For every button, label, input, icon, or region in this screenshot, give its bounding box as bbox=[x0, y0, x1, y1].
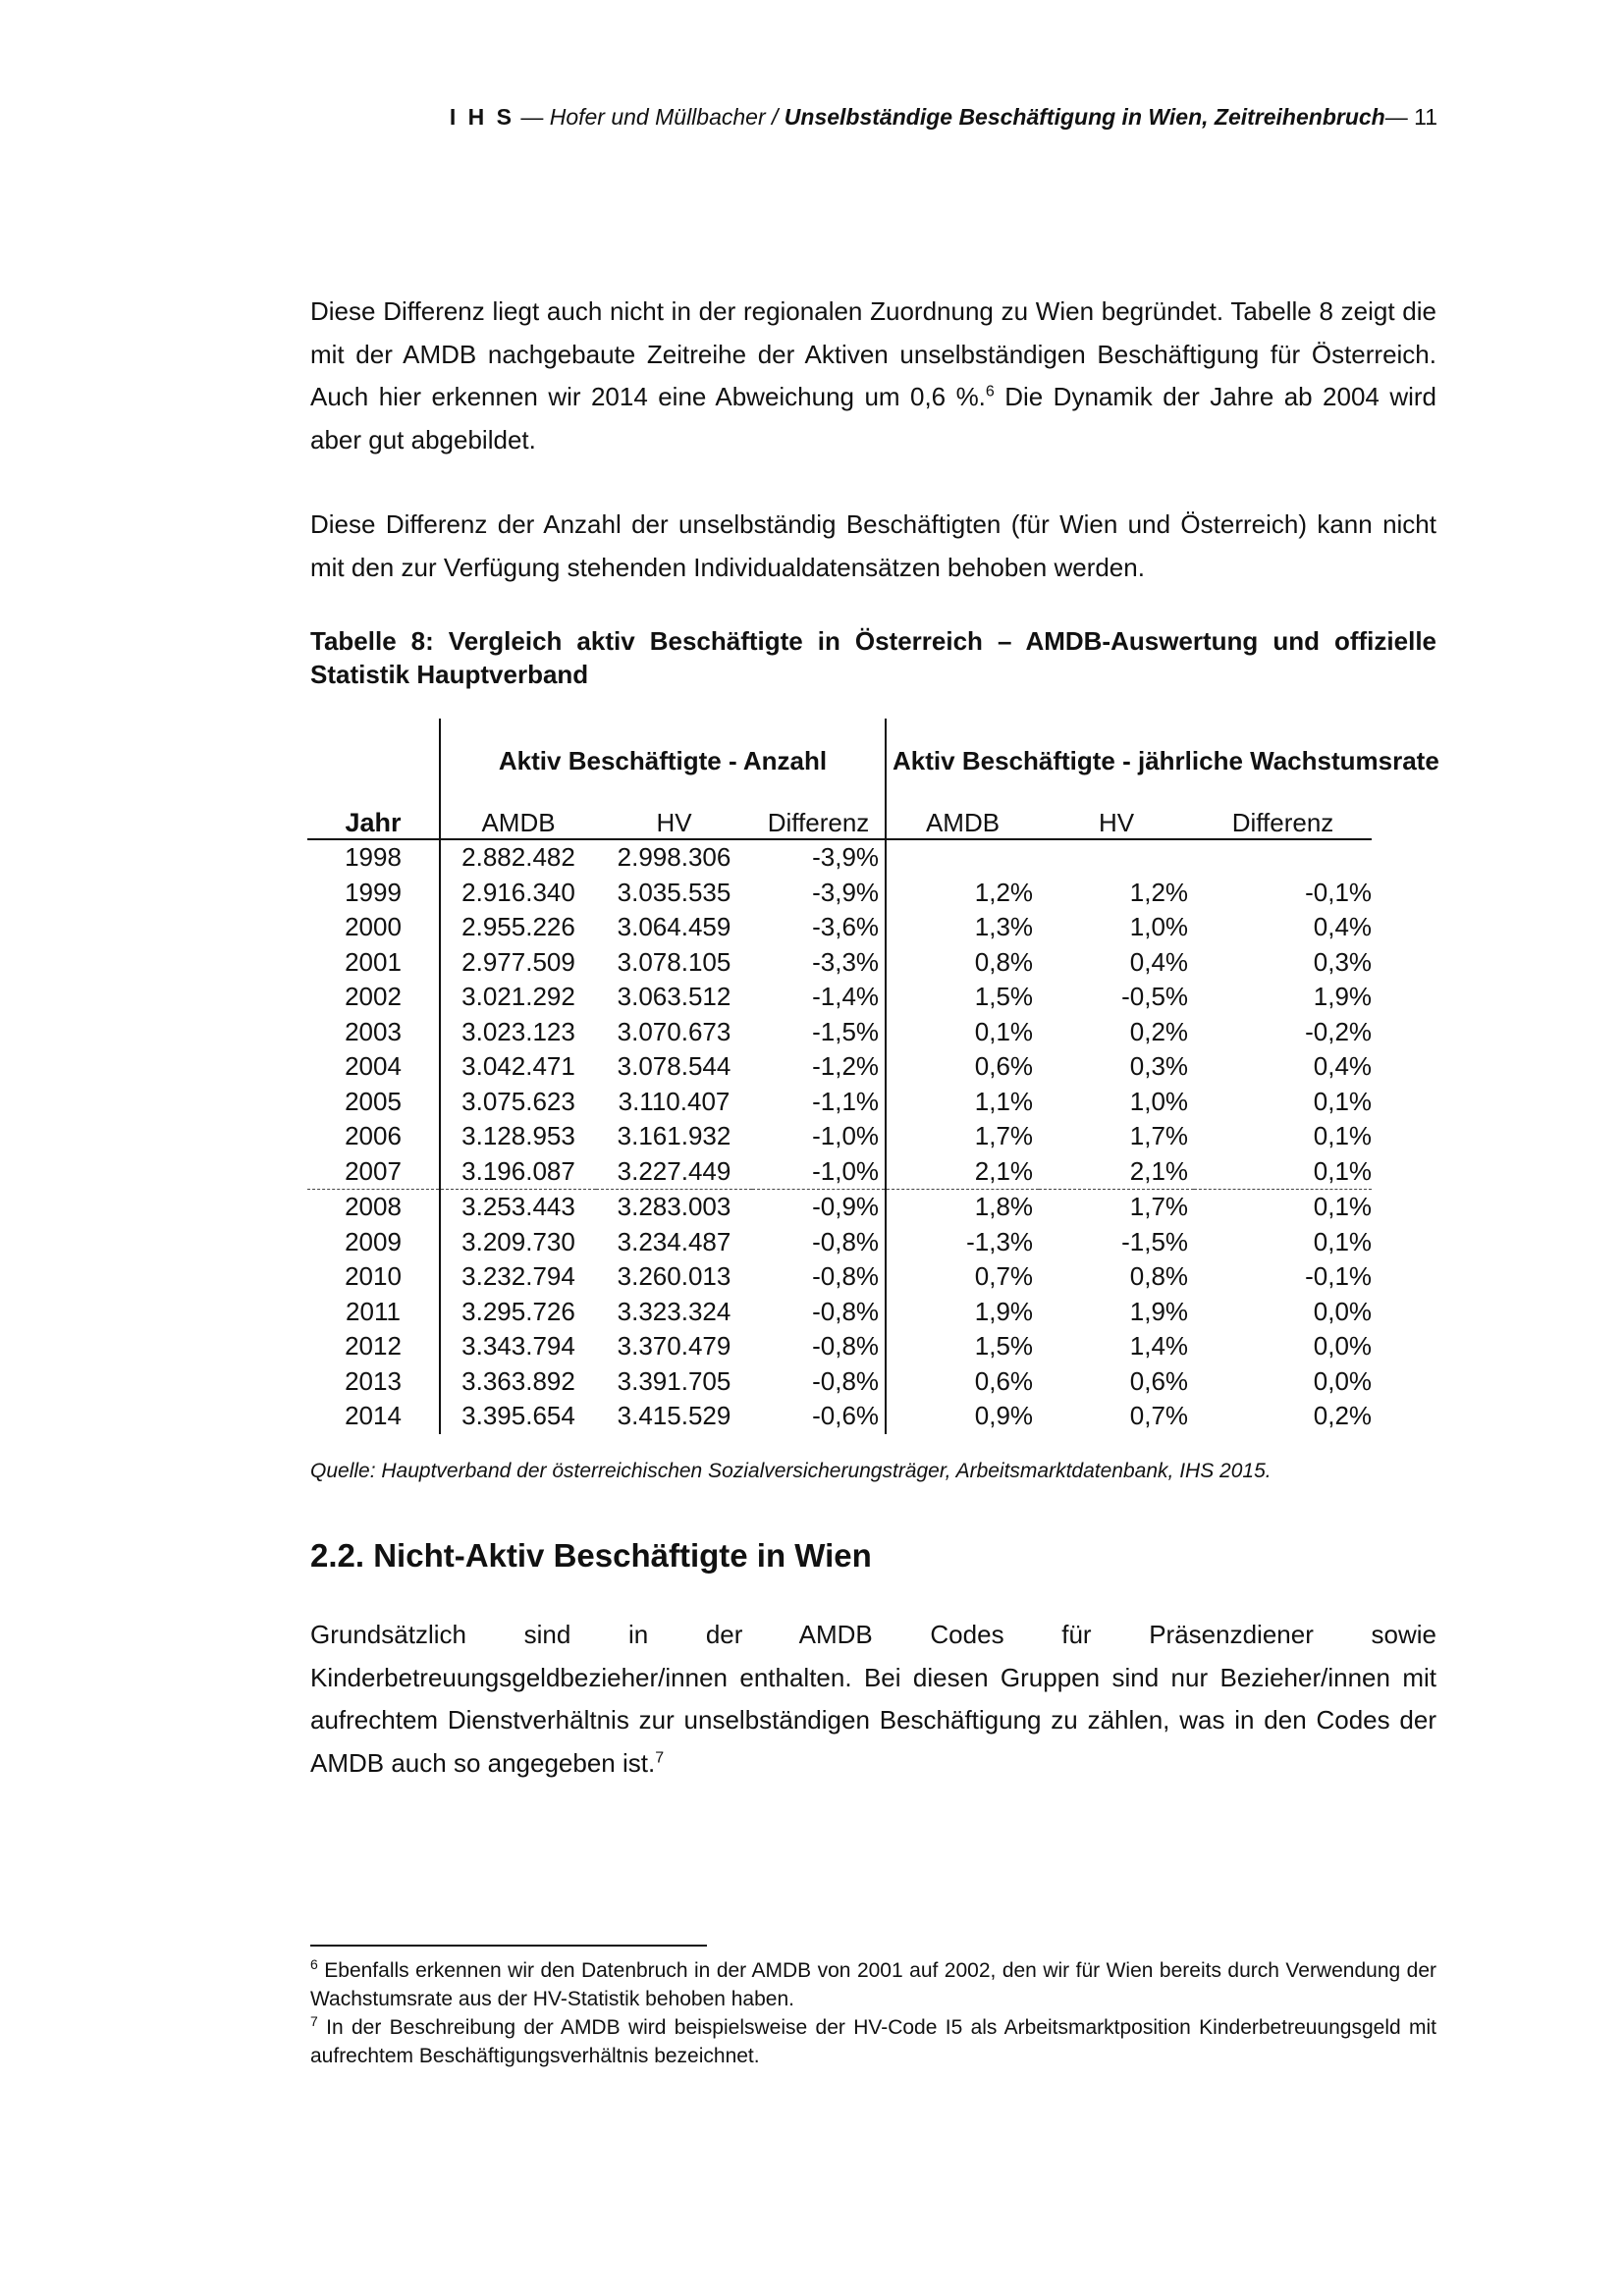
running-header bbox=[0, 104, 1437, 131]
header-org: I H S bbox=[449, 104, 514, 130]
cell-jahr: 2011 bbox=[346, 1296, 401, 1326]
cell-jahr: 2014 bbox=[345, 1401, 402, 1431]
table-body bbox=[307, 839, 1372, 1434]
cell-diff-growth: 0,1% bbox=[1313, 1226, 1373, 1256]
cell-hv-count: 3.110.407 bbox=[618, 1086, 731, 1116]
cell-diff-count: -0,8% bbox=[812, 1261, 880, 1292]
cell-amdb-count: 3.343.794 bbox=[440, 1329, 596, 1364]
cell-hv-count: 3.260.013 bbox=[617, 1261, 731, 1292]
page-number: 11 bbox=[1414, 104, 1437, 130]
cell-amdb-count: 3.395.654 bbox=[440, 1399, 596, 1434]
paragraph-1-text: Diese Differenz liegt auch nicht in der regionalen Zuordnung zu Wien begründet. Tabelle 8 zeigt die mit der AMDB nachgebaute Zeitreihe der Aktiven unselbständigen Beschäftigung für Österreich. Auch hier erkennen wir 2014 eine Abweichung um 0,6 %. bbox=[310, 296, 1436, 411]
cell-hv-growth: 0,3% bbox=[1129, 1051, 1189, 1082]
cell-jahr: 2005 bbox=[345, 1086, 402, 1116]
cell-amdb-count: 2.882.482 bbox=[440, 839, 596, 876]
column-header-amdb-growth: AMDB bbox=[886, 803, 1039, 839]
table-row bbox=[307, 1190, 1372, 1225]
cell-hv-count: 3.070.673 bbox=[617, 1016, 731, 1046]
header-authors: Hofer und Müllbacher / bbox=[549, 104, 785, 130]
cell-jahr: 2013 bbox=[345, 1365, 402, 1396]
cell-hv-growth: 1,0% bbox=[1129, 1086, 1189, 1116]
cell-hv-count: 3.323.324 bbox=[617, 1296, 731, 1326]
cell-amdb-growth: 0,8% bbox=[886, 945, 1039, 981]
cell-hv-count: 3.078.544 bbox=[617, 1051, 731, 1082]
cell-amdb-growth: 1,9% bbox=[886, 1295, 1039, 1330]
column-header-hv-count: HV bbox=[596, 803, 752, 839]
cell-jahr: 2007 bbox=[307, 1154, 440, 1190]
cell-hv-growth: 1,0% bbox=[1129, 912, 1189, 942]
cell-hv-count: 3.035.535 bbox=[617, 877, 731, 907]
cell-hv-growth: 0,7% bbox=[1129, 1401, 1189, 1431]
cell-diff-count: -0,8% bbox=[812, 1226, 880, 1256]
paragraph-2: Diese Differenz der Anzahl der unselbständig Beschäftigten (für Wien und Österreich) kann nicht mit den zur Verfügung stehenden Individualdatensätzen behoben werden. bbox=[310, 509, 1436, 582]
cell-amdb-growth: 2,1% bbox=[886, 1154, 1039, 1190]
footnote-7 bbox=[310, 2013, 1436, 2070]
cell-diff-growth bbox=[1194, 839, 1372, 876]
cell-hv-growth: 1,7% bbox=[1129, 1192, 1189, 1222]
cell-amdb-growth: -1,3% bbox=[886, 1225, 1039, 1260]
footnote-separator bbox=[310, 1945, 707, 1947]
cell-amdb-count: 2.916.340 bbox=[440, 876, 596, 911]
cell-amdb-growth: 0,6% bbox=[886, 1364, 1039, 1400]
cell-diff-count: -0,8% bbox=[812, 1365, 880, 1396]
cell-hv-count: 3.283.003 bbox=[617, 1192, 731, 1222]
cell-hv-growth: 0,8% bbox=[1129, 1261, 1189, 1292]
column-header-hv-growth: HV bbox=[1039, 803, 1194, 839]
table-row bbox=[307, 1119, 1372, 1154]
cell-hv-count: 3.161.932 bbox=[617, 1121, 731, 1151]
table-row bbox=[307, 1154, 1372, 1190]
cell-diff-count: -0,6% bbox=[812, 1401, 880, 1431]
cell-jahr: 2002 bbox=[345, 982, 402, 1012]
cell-hv-growth: 0,4% bbox=[1129, 946, 1189, 977]
header-page-separator: — bbox=[1384, 104, 1415, 130]
cell-amdb-count: 3.196.087 bbox=[440, 1154, 596, 1190]
header-dash: — bbox=[514, 104, 550, 130]
cell-hv-growth: 0,2% bbox=[1129, 1016, 1189, 1046]
cell-hv-count: 3.063.512 bbox=[617, 982, 731, 1012]
column-header-diff-count: Differenz bbox=[752, 803, 886, 839]
footnote-7-text: In der Beschreibung der AMDB wird beispielsweise der HV-Code I5 als Arbeitsmarktposition Kinderbetreuungsgeld mit aufrechtem Beschäftigungsverhältnis bezeichnet. bbox=[310, 2016, 1436, 2067]
footnote-ref-7[interactable]: 7 bbox=[655, 1748, 665, 1766]
footnote-6 bbox=[310, 1956, 1436, 2013]
table-row bbox=[307, 945, 1372, 981]
cell-diff-growth: -0,2% bbox=[1305, 1016, 1373, 1046]
cell-diff-growth: 0,0% bbox=[1313, 1296, 1373, 1326]
cell-diff-growth: 0,4% bbox=[1313, 1051, 1373, 1082]
table-row bbox=[307, 1049, 1372, 1085]
cell-amdb-growth: 1,8% bbox=[886, 1190, 1039, 1225]
cell-amdb-count: 3.295.726 bbox=[440, 1295, 596, 1330]
paragraph-1-text-end: Die Dynamik der Jahre ab 2004 wird aber gut abgebildet. bbox=[310, 382, 1436, 454]
cell-diff-growth: 0,1% bbox=[1194, 1154, 1372, 1190]
footnote-7-number: 7 bbox=[310, 2013, 318, 2029]
column-header-row bbox=[307, 803, 1372, 839]
cell-hv-growth: -1,5% bbox=[1121, 1226, 1189, 1256]
cell-jahr: 2001 bbox=[345, 946, 402, 977]
cell-amdb-growth: 0,9% bbox=[886, 1399, 1039, 1434]
cell-diff-growth: 0,3% bbox=[1313, 946, 1373, 977]
cell-hv-growth bbox=[1039, 839, 1194, 876]
cell-diff-growth: 0,0% bbox=[1313, 1365, 1373, 1396]
cell-jahr: 2003 bbox=[345, 1016, 402, 1046]
cell-hv-growth: 1,2% bbox=[1129, 877, 1189, 907]
cell-jahr: 2010 bbox=[345, 1261, 402, 1292]
cell-amdb-growth bbox=[886, 839, 1039, 876]
cell-hv-growth: 0,6% bbox=[1129, 1365, 1189, 1396]
cell-jahr: 2012 bbox=[345, 1331, 402, 1362]
table-row bbox=[307, 1259, 1372, 1295]
cell-diff-growth: 0,1% bbox=[1313, 1192, 1373, 1222]
cell-hv-count: 3.078.105 bbox=[617, 946, 731, 977]
cell-hv-growth: 1,4% bbox=[1129, 1331, 1189, 1362]
cell-hv-count: 3.370.479 bbox=[617, 1331, 731, 1362]
cell-diff-count: -0,8% bbox=[812, 1296, 880, 1326]
cell-hv-growth: 1,9% bbox=[1129, 1296, 1189, 1326]
cell-diff-growth: 0,4% bbox=[1313, 912, 1373, 942]
cell-amdb-count: 3.075.623 bbox=[440, 1085, 596, 1120]
cell-amdb-count: 3.253.443 bbox=[440, 1190, 596, 1225]
cell-diff-count: -3,9% bbox=[812, 842, 880, 873]
table-row bbox=[307, 1295, 1372, 1330]
table-row bbox=[307, 1399, 1372, 1434]
section-heading: 2.2. Nicht-Aktiv Beschäftigte in Wien bbox=[310, 1537, 872, 1574]
cell-hv-count: 2.998.306 bbox=[617, 842, 731, 873]
cell-hv-count: 3.234.487 bbox=[617, 1226, 731, 1256]
paragraph-3 bbox=[310, 1614, 1436, 1785]
group-header-count: Aktiv Beschäftigte - Anzahl bbox=[440, 719, 886, 803]
header-title: Unselbständige Beschäftigung in Wien, Zeitreihenbruch bbox=[784, 104, 1385, 130]
cell-amdb-growth: 0,1% bbox=[886, 1015, 1039, 1050]
cell-amdb-growth: 1,5% bbox=[886, 980, 1039, 1015]
cell-amdb-count: 3.023.123 bbox=[440, 1015, 596, 1050]
cell-hv-growth: 1,7% bbox=[1129, 1121, 1189, 1151]
cell-diff-growth: 0,0% bbox=[1313, 1331, 1373, 1362]
cell-diff-growth: 1,9% bbox=[1313, 982, 1373, 1012]
table-row bbox=[307, 839, 1372, 876]
cell-diff-count: -1,1% bbox=[812, 1086, 880, 1116]
cell-diff-count: -0,9% bbox=[812, 1192, 880, 1222]
column-header-amdb-count: AMDB bbox=[440, 803, 596, 839]
cell-amdb-count: 3.128.953 bbox=[440, 1119, 596, 1154]
cell-hv-growth: -0,5% bbox=[1121, 982, 1189, 1012]
cell-jahr: 2000 bbox=[345, 912, 402, 942]
cell-diff-count: -1,4% bbox=[812, 982, 880, 1012]
cell-diff-count: -3,9% bbox=[812, 877, 880, 907]
table-source: Quelle: Hauptverband der österreichischen Sozialversicherungsträger, Arbeitsmarktdatenbank, IHS 2015. bbox=[310, 1460, 1272, 1482]
table-row bbox=[307, 876, 1372, 911]
footnote-6-text: Ebenfalls erkennen wir den Datenbruch in der AMDB von 2001 auf 2002, den wir für Wien bereits durch Verwendung der Wachstumsrate aus der HV-Statistik behoben haben. bbox=[310, 1959, 1436, 2010]
cell-diff-count: -1,0% bbox=[812, 1121, 880, 1151]
cell-diff-count: -1,0% bbox=[752, 1154, 886, 1190]
cell-amdb-growth: 0,6% bbox=[886, 1049, 1039, 1085]
cell-diff-growth: -0,1% bbox=[1305, 1261, 1373, 1292]
paragraph-3-text: Grundsätzlich sind in der AMDB Codes für Präsenzdiener sowie Kinderbetreuungsgeldbezieher/innen enthalten. Bei diesen Gruppen sind nur Bezieher/innen mit aufrechtem Dienstverhältnis zur unselbständigen Beschäftigung zu zählen, was in den Codes der AMDB auch so angegeben ist. bbox=[310, 1620, 1436, 1778]
cell-jahr: 2006 bbox=[345, 1121, 402, 1151]
table-row bbox=[307, 910, 1372, 945]
paragraph-1 bbox=[310, 291, 1436, 461]
cell-diff-count: -1,2% bbox=[812, 1051, 880, 1082]
cell-amdb-count: 3.363.892 bbox=[440, 1364, 596, 1400]
cell-diff-count: -1,5% bbox=[812, 1016, 880, 1046]
cell-jahr: 1999 bbox=[345, 877, 402, 907]
cell-diff-growth: 0,1% bbox=[1313, 1086, 1373, 1116]
cell-jahr: 2008 bbox=[345, 1192, 402, 1222]
cell-amdb-count: 3.021.292 bbox=[440, 980, 596, 1015]
cell-hv-count: 3.227.449 bbox=[596, 1154, 752, 1190]
cell-amdb-growth: 1,7% bbox=[886, 1119, 1039, 1154]
cell-diff-growth: 0,2% bbox=[1313, 1401, 1373, 1431]
column-header-diff-growth: Differenz bbox=[1194, 803, 1372, 839]
footnote-6-number: 6 bbox=[310, 1956, 318, 1972]
table-row bbox=[307, 1225, 1372, 1260]
cell-amdb-growth: 1,1% bbox=[886, 1085, 1039, 1120]
cell-hv-count: 3.415.529 bbox=[617, 1401, 731, 1431]
cell-amdb-count: 3.042.471 bbox=[440, 1049, 596, 1085]
cell-amdb-count: 2.955.226 bbox=[440, 910, 596, 945]
cell-jahr: 1998 bbox=[345, 842, 402, 873]
cell-amdb-count: 3.232.794 bbox=[440, 1259, 596, 1295]
cell-amdb-growth: 0,7% bbox=[886, 1259, 1039, 1295]
cell-diff-count: -3,3% bbox=[812, 946, 880, 977]
cell-amdb-growth: 1,2% bbox=[886, 876, 1039, 911]
footnote-ref-6[interactable]: 6 bbox=[985, 383, 995, 400]
table-row bbox=[307, 1085, 1372, 1120]
cell-jahr: 2004 bbox=[345, 1051, 402, 1082]
cell-hv-count: 3.064.459 bbox=[617, 912, 731, 942]
cell-diff-count: -0,8% bbox=[812, 1331, 880, 1362]
table-caption: Tabelle 8: Vergleich aktiv Beschäftigte in Österreich – AMDB-Auswertung und offizielle Statistik Hauptverband bbox=[310, 626, 1436, 689]
cell-diff-growth: 0,1% bbox=[1313, 1121, 1373, 1151]
table-row bbox=[307, 1364, 1372, 1400]
table-row bbox=[307, 1015, 1372, 1050]
cell-jahr: 2009 bbox=[345, 1226, 402, 1256]
header-empty-cell bbox=[307, 719, 440, 803]
cell-amdb-count: 2.977.509 bbox=[440, 945, 596, 981]
group-header-growth: Aktiv Beschäftigte - jährliche Wachstumsrate bbox=[886, 719, 1372, 803]
cell-hv-count: 3.391.705 bbox=[617, 1365, 731, 1396]
cell-diff-growth: -0,1% bbox=[1305, 877, 1373, 907]
column-header-jahr: Jahr bbox=[307, 803, 440, 839]
table-row bbox=[307, 980, 1372, 1015]
cell-amdb-growth: 1,5% bbox=[886, 1329, 1039, 1364]
cell-amdb-growth: 1,3% bbox=[886, 910, 1039, 945]
cell-amdb-count: 3.209.730 bbox=[440, 1225, 596, 1260]
cell-diff-count: -3,6% bbox=[812, 912, 880, 942]
cell-hv-growth: 2,1% bbox=[1039, 1154, 1194, 1190]
table-row bbox=[307, 1329, 1372, 1364]
comparison-table bbox=[307, 719, 1439, 1434]
